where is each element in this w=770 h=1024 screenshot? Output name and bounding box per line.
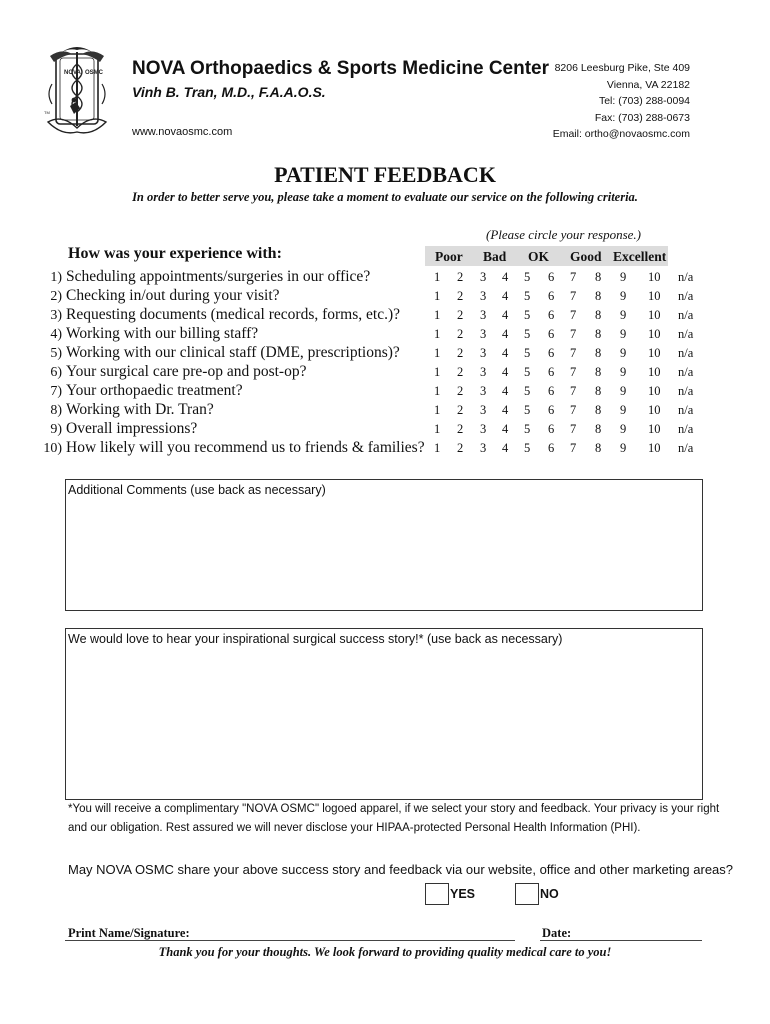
rating-option[interactable]: 10	[648, 270, 661, 284]
rating-option[interactable]: 10	[648, 289, 661, 303]
rating-option[interactable]: 10	[648, 441, 661, 455]
rating-option[interactable]: 8	[595, 270, 602, 284]
question-number: 6)	[50, 365, 62, 380]
contact-address	[553, 60, 690, 143]
rating-option[interactable]: 6	[548, 384, 555, 398]
rating-option[interactable]: 6	[548, 270, 555, 284]
question-number: 5)	[50, 346, 62, 361]
rating-option[interactable]: 3	[480, 384, 487, 398]
fax-line: Fax: (703) 288-0673	[594, 111, 690, 124]
question-text: Your orthopaedic treatment?	[66, 382, 243, 399]
rating-option[interactable]: 9	[620, 365, 627, 379]
rating-option[interactable]: n/a	[678, 289, 694, 303]
question-row	[20, 287, 280, 305]
rating-option[interactable]: 2	[457, 346, 464, 360]
rating-option[interactable]: 5	[524, 289, 531, 303]
question-text: Checking in/out during your visit?	[66, 287, 280, 304]
rating-option[interactable]: 2	[457, 403, 464, 417]
rating-option[interactable]: n/a	[678, 327, 694, 341]
story-label: We would love to hear your inspirational surgical success story!* (use back as necessary)	[68, 632, 563, 646]
rating-option[interactable]: 9	[620, 403, 627, 417]
rating-option[interactable]: 9	[620, 346, 627, 360]
question-text: Working with our billing staff?	[66, 325, 259, 342]
question-row	[20, 420, 197, 438]
question-number: 8)	[50, 403, 62, 418]
question-number: 1)	[50, 270, 62, 285]
yes-label: YES	[450, 887, 476, 901]
rating-option[interactable]: 10	[648, 403, 661, 417]
rating-option[interactable]: 4	[502, 346, 509, 360]
rating-option[interactable]: 2	[457, 270, 464, 284]
rating-option[interactable]: 5	[524, 308, 531, 322]
rating-option[interactable]: n/a	[678, 308, 694, 322]
scale-label-poor: Poor	[435, 249, 463, 264]
rating-option[interactable]: 9	[620, 308, 627, 322]
rating-option[interactable]: 5	[524, 403, 531, 417]
question-number: 9)	[50, 422, 62, 437]
rating-option[interactable]: 5	[524, 441, 531, 455]
website-link[interactable]: www.novaosmc.com	[132, 126, 233, 138]
rating-option[interactable]: 6	[548, 365, 555, 379]
rating-option[interactable]: 2	[457, 422, 464, 436]
privacy-note: *You will receive a complimentary "NOVA OSMC" logoed apparel, if we select your story and feedback. Your privacy is your right and our obligation. Rest assured we will never disclose your HIPAA-protected Personal Health Information (PHI).	[68, 803, 720, 834]
rating-option[interactable]: 3	[480, 308, 487, 322]
question-row	[20, 401, 214, 419]
form-title: PATIENT FEEDBACK	[274, 162, 496, 187]
question-row	[20, 363, 306, 381]
clinic-name: NOVA Orthopaedics & Sports Medicine Center	[132, 58, 550, 79]
rating-option[interactable]: 3	[480, 270, 487, 284]
thank-you-message: Thank you for your thoughts. We look forward to providing quality medical care to you!	[158, 945, 612, 959]
rating-option[interactable]: 2	[457, 327, 464, 341]
doctor-name: Vinh B. Tran, M.D., F.A.A.O.S.	[132, 84, 326, 100]
rating-option[interactable]: n/a	[678, 403, 694, 417]
story-box[interactable]	[65, 628, 703, 800]
rating-option[interactable]: 5	[524, 346, 531, 360]
signature-label: Print Name/Signature:	[68, 926, 190, 940]
question-text: How likely will you recommend us to friends & families?	[66, 439, 425, 456]
svg-text:OSMC: OSMC	[85, 70, 103, 76]
rating-option[interactable]: 7	[570, 384, 577, 398]
question-text: Requesting documents (medical records, forms, etc.)?	[66, 306, 400, 323]
rating-option[interactable]: 1	[434, 270, 441, 284]
rating-option[interactable]: 1	[434, 327, 441, 341]
rating-option[interactable]: 3	[480, 365, 487, 379]
question-text: Working with Dr. Tran?	[66, 401, 214, 418]
rating-option[interactable]: 4	[502, 365, 509, 379]
svg-text:NOVA: NOVA	[64, 70, 81, 76]
rating-option[interactable]: n/a	[678, 441, 694, 455]
rating-option[interactable]: 1	[434, 308, 441, 322]
address-line: 8206 Leesburg Pike, Ste 409	[554, 62, 690, 74]
share-question: May NOVA OSMC share your above success story and feedback via our website, office and other marketing areas?	[68, 862, 734, 877]
question-row	[20, 306, 400, 324]
rating-option[interactable]: n/a	[678, 270, 694, 284]
rating-option[interactable]: 5	[524, 327, 531, 341]
rating-option[interactable]: 10	[648, 308, 661, 322]
question-number: 7)	[50, 384, 62, 399]
rating-option[interactable]: 4	[502, 422, 509, 436]
question-number: 3)	[50, 308, 62, 323]
rating-option[interactable]: 9	[620, 384, 627, 398]
rating-option[interactable]: 4	[502, 270, 509, 284]
rating-option[interactable]: 7	[570, 270, 577, 284]
rating-option[interactable]: 7	[570, 289, 577, 303]
date-field[interactable]	[540, 940, 702, 941]
rating-option[interactable]: 8	[595, 441, 602, 455]
rating-option[interactable]: 3	[480, 327, 487, 341]
circle-instruction: (Please circle your response.)	[486, 227, 641, 242]
rating-option[interactable]: 9	[620, 441, 627, 455]
rating-option[interactable]: 8	[595, 384, 602, 398]
question-text: Your surgical care pre-op and post-op?	[66, 363, 307, 380]
rating-option[interactable]: 2	[457, 308, 464, 322]
rating-option[interactable]: 5	[524, 270, 531, 284]
rating-option[interactable]: 8	[595, 403, 602, 417]
rating-option[interactable]: n/a	[678, 365, 694, 379]
rating-option[interactable]: 1	[434, 403, 441, 417]
rating-option[interactable]: 5	[524, 384, 531, 398]
rating-option[interactable]: 1	[434, 289, 441, 303]
rating-option[interactable]: 7	[570, 365, 577, 379]
rating-option[interactable]: 6	[548, 403, 555, 417]
rating-option[interactable]: 8	[595, 365, 602, 379]
no-label: NO	[540, 887, 559, 901]
rating-option[interactable]: 6	[548, 346, 555, 360]
rating-option[interactable]: 8	[595, 289, 602, 303]
rating-option[interactable]: n/a	[678, 346, 694, 360]
rating-option[interactable]: 10	[648, 327, 661, 341]
comments-label: Additional Comments (use back as necessary)	[68, 483, 326, 497]
question-row	[20, 268, 370, 286]
rating-option[interactable]: 7	[570, 422, 577, 436]
no-checkbox[interactable]	[515, 883, 539, 905]
question-row	[20, 439, 425, 457]
rating-option[interactable]: 4	[502, 441, 509, 455]
rating-option[interactable]: 9	[620, 422, 627, 436]
rating-option[interactable]: 6	[548, 441, 555, 455]
rating-option[interactable]: 9	[620, 270, 627, 284]
question-row	[20, 344, 400, 362]
scale-label-bad: Bad	[483, 249, 507, 264]
question-number: 4)	[50, 327, 62, 342]
rating-option[interactable]: 3	[480, 346, 487, 360]
question-text: Working with our clinical staff (DME, prescriptions)?	[66, 344, 400, 361]
rating-option[interactable]: 9	[620, 289, 627, 303]
email-line[interactable]: Email: ortho@novaosmc.com	[552, 128, 690, 140]
rating-option[interactable]: 4	[502, 289, 509, 303]
rating-option[interactable]: 7	[570, 327, 577, 341]
question-number: 10)	[43, 441, 62, 456]
question-number: 2)	[50, 289, 62, 304]
rating-option[interactable]: 6	[548, 422, 555, 436]
signature-field[interactable]	[65, 940, 515, 941]
rating-option[interactable]: 1	[434, 422, 441, 436]
question-text: Overall impressions?	[66, 420, 198, 437]
rating-option[interactable]: 9	[620, 327, 627, 341]
rating-option[interactable]: 6	[548, 308, 555, 322]
rating-option[interactable]: 3	[480, 289, 487, 303]
rating-option[interactable]: 4	[502, 384, 509, 398]
rating-option[interactable]: 3	[480, 403, 487, 417]
scale-label-excellent: Excellent	[613, 249, 667, 264]
rating-option[interactable]: 7	[570, 403, 577, 417]
question-row	[20, 382, 243, 400]
phone-line: Tel: (703) 288-0094	[598, 95, 690, 107]
rating-option[interactable]: 4	[502, 327, 509, 341]
rating-option[interactable]: 3	[480, 422, 487, 436]
rating-option[interactable]: 1	[434, 365, 441, 379]
rating-option[interactable]: n/a	[678, 384, 694, 398]
rating-option[interactable]: 10	[648, 384, 661, 398]
comments-box[interactable]	[65, 479, 703, 611]
rating-option[interactable]: 1	[434, 384, 441, 398]
rating-option[interactable]: 8	[595, 346, 602, 360]
rating-option[interactable]: 6	[548, 289, 555, 303]
rating-option[interactable]: 1	[434, 441, 441, 455]
rating-option[interactable]: n/a	[678, 422, 694, 436]
rating-option[interactable]: 4	[502, 403, 509, 417]
date-label: Date:	[542, 926, 572, 940]
yes-checkbox[interactable]	[425, 883, 449, 905]
rating-option[interactable]: 7	[570, 441, 577, 455]
rating-scale-header	[425, 246, 668, 266]
rating-option[interactable]: 7	[570, 346, 577, 360]
rating-option[interactable]: 3	[480, 441, 487, 455]
rating-option[interactable]: 10	[648, 346, 661, 360]
rating-option[interactable]: 1	[434, 346, 441, 360]
scale-label-ok: OK	[528, 249, 550, 264]
caduceus-seal-logo-icon	[42, 44, 112, 140]
svg-text:TM: TM	[44, 110, 50, 115]
address-line: Vienna, VA 22182	[606, 78, 690, 91]
question-text: Scheduling appointments/surgeries in our office?	[66, 268, 371, 285]
rating-option[interactable]: 2	[457, 384, 464, 398]
rating-option[interactable]: 2	[457, 365, 464, 379]
rating-option[interactable]: 5	[524, 422, 531, 436]
rating-option[interactable]: 8	[595, 327, 602, 341]
question-row	[20, 325, 258, 343]
rating-option[interactable]: 6	[548, 327, 555, 341]
scale-label-good: Good	[570, 249, 602, 264]
rating-option[interactable]: 10	[648, 422, 661, 436]
rating-option[interactable]: 8	[595, 422, 602, 436]
rating-option[interactable]: 10	[648, 365, 661, 379]
rating-option[interactable]: 2	[457, 441, 464, 455]
rating-option[interactable]: 8	[595, 308, 602, 322]
rating-option[interactable]: 7	[570, 308, 577, 322]
form-intro: In order to better serve you, please take a moment to evaluate our service on the following criteria.	[132, 190, 638, 204]
rating-option[interactable]: 4	[502, 308, 509, 322]
section-heading: How was your experience with:	[68, 245, 282, 262]
rating-option[interactable]: 2	[457, 289, 464, 303]
rating-option[interactable]: 5	[524, 365, 531, 379]
